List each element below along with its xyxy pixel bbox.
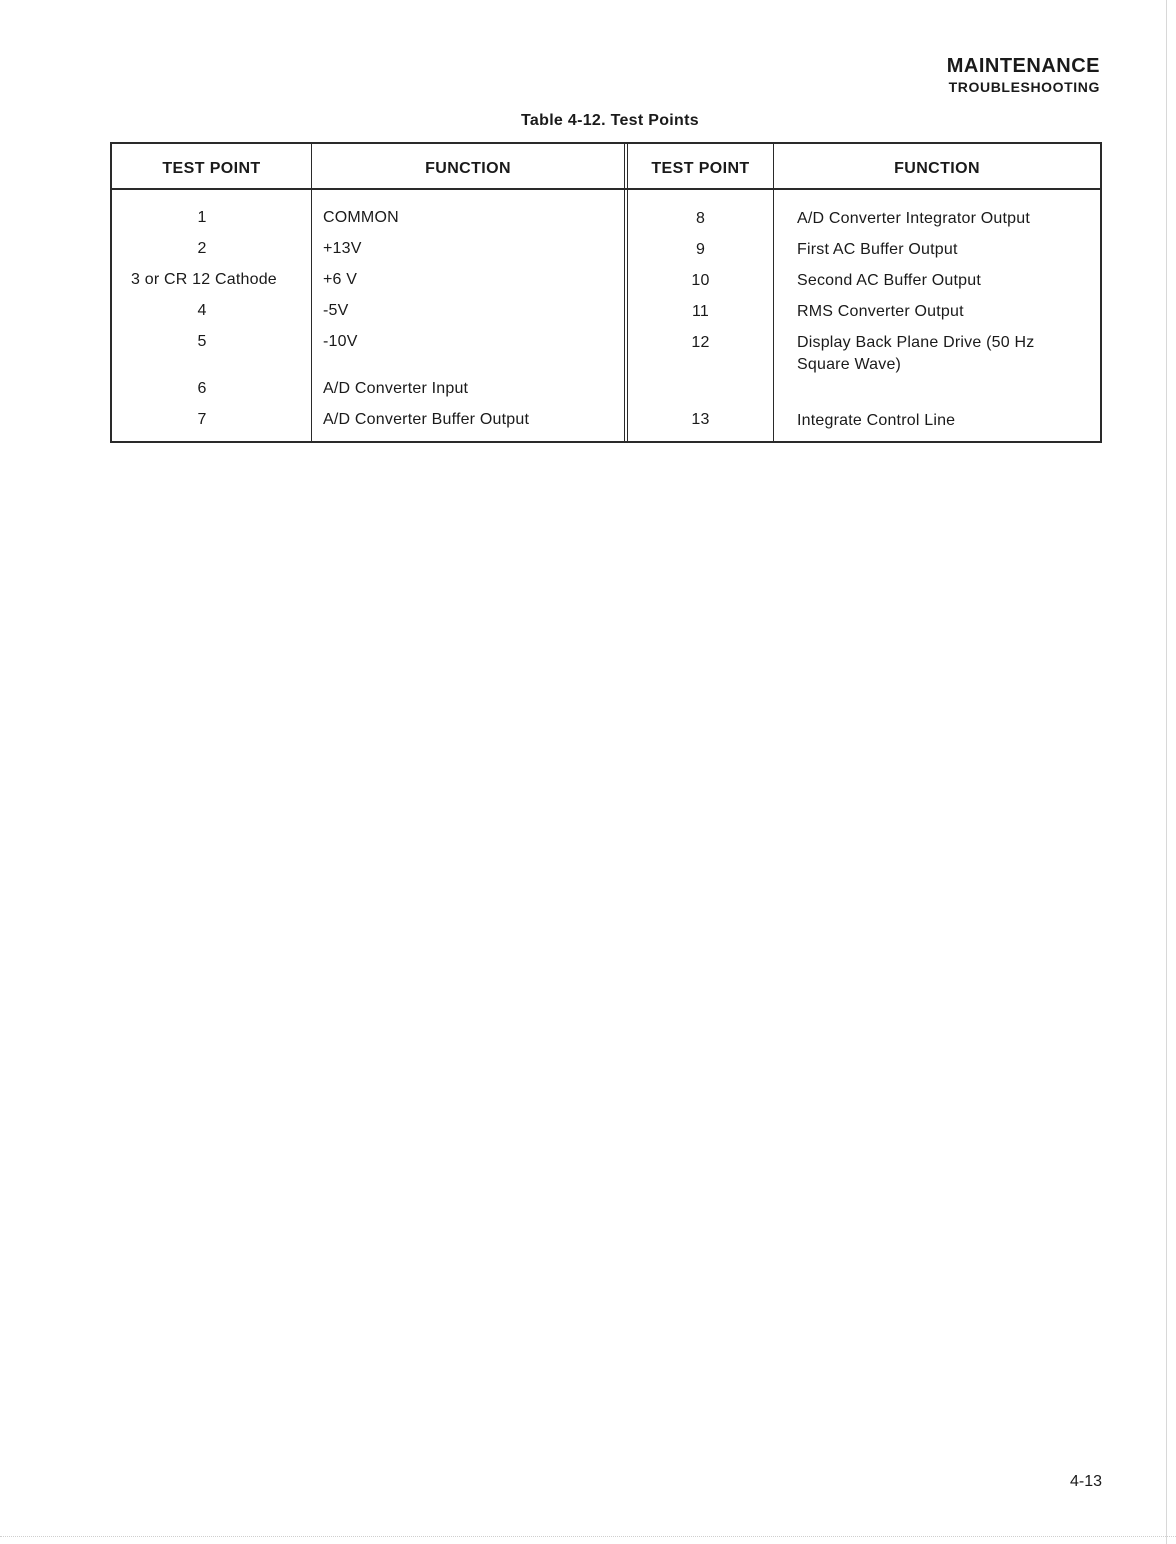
left-test-point-5: 5	[197, 333, 207, 350]
left-function-6: A/D Converter Input	[323, 380, 469, 397]
left-function-7: A/D Converter Buffer Output	[323, 411, 530, 428]
header-rule	[112, 188, 1100, 190]
left-test-point-3: 3 or CR 12 Cathode	[131, 271, 277, 288]
left-function-1: COMMON	[323, 209, 399, 226]
right-test-point-9: 9	[695, 241, 706, 258]
left-test-point-4: 4	[197, 302, 207, 319]
test-points-table	[110, 142, 1102, 443]
right-function-10: Second AC Buffer Output	[797, 272, 981, 289]
right-test-point-11: 11	[691, 303, 709, 320]
left-function-4: -5V	[323, 302, 349, 319]
header-function-right: FUNCTION	[894, 160, 980, 177]
left-test-point-6: 6	[197, 380, 207, 397]
left-test-point-1: 1	[197, 209, 207, 226]
right-function-13: Integrate Control Line	[797, 412, 956, 429]
right-function-9: First AC Buffer Output	[797, 241, 958, 258]
right-test-point-8: 8	[695, 210, 706, 227]
page-number: 4-13	[1069, 1473, 1102, 1490]
right-test-point-13: 13	[691, 411, 710, 428]
page-bottom-edge	[0, 1536, 1176, 1538]
section-heading: MAINTENANCE	[946, 55, 1100, 77]
right-test-point-12: 12	[691, 334, 710, 351]
header-test-point-left: TEST POINT	[162, 160, 261, 177]
header-test-point-right: TEST POINT	[651, 160, 750, 177]
right-function-11: RMS Converter Output	[797, 303, 964, 320]
right-test-point-10: 10	[691, 272, 710, 289]
page-edge-line	[1166, 0, 1167, 1544]
header-function-left: FUNCTION	[425, 160, 511, 177]
left-function-2: +13V	[323, 240, 362, 257]
left-function-5: -10V	[323, 333, 358, 350]
left-test-point-7: 7	[197, 411, 207, 428]
right-function-12: Display Back Plane Drive (50 Hz Square Wave)	[797, 334, 1035, 373]
table-title: Table 4-12. Test Points	[521, 112, 699, 129]
subsection-heading: TROUBLESHOOTING	[948, 79, 1100, 95]
right-function-8: A/D Converter Integrator Output	[797, 210, 1030, 227]
left-test-point-2: 2	[197, 240, 207, 257]
left-function-3: +6 V	[323, 271, 358, 288]
